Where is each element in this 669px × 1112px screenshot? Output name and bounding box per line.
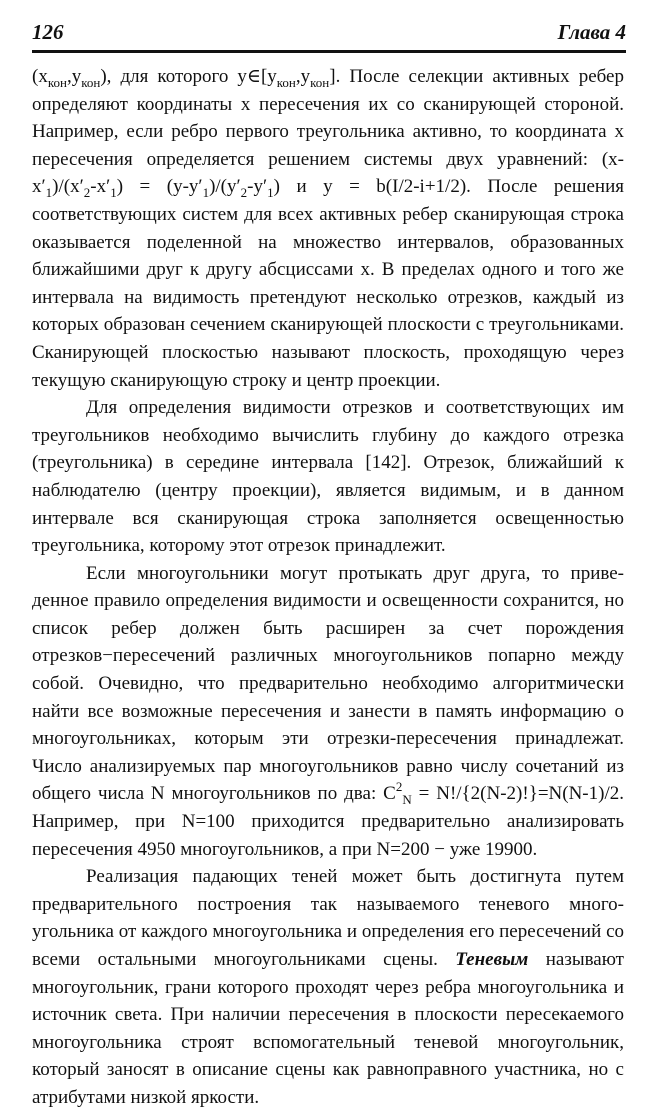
text-run: ,y	[66, 66, 82, 87]
subscript: 2	[83, 185, 91, 201]
subscript: 1	[110, 185, 117, 201]
header-rule	[32, 50, 626, 53]
text-run: ]. После селекции активных ребер определяют координаты x пересечения их со сканирующей стороной. Например, если ребро первого треугольника активно, то координата x пересечения определяется решением системы двух уравнений: (x-x′	[32, 66, 624, 198]
subscript: кон	[47, 75, 67, 90]
subscript: кон	[276, 75, 296, 90]
subscript: 1	[45, 185, 53, 201]
subscript: 1	[267, 185, 274, 201]
paragraph-3	[32, 560, 624, 864]
text-run: )/(x′	[52, 176, 84, 198]
text-run: Реализация падающих теней может быть достигнута путем предварительного построения так называемого теневого многоугольника от каждого многоугольника и определения его пересечений со всеми остальными многоугольниками сцены.	[32, 866, 624, 970]
subscript: 2	[240, 185, 248, 201]
subscript: 1	[202, 185, 210, 201]
running-header	[32, 18, 626, 48]
text-run: ,y	[295, 66, 311, 87]
subscript: кон	[81, 75, 101, 90]
page-number: 126	[32, 20, 64, 44]
text-run: = N!/{2(N-2)!}=N(N-1)/2. Например, при N=100 приходится предварительно анализировать пересечения 4950 многоугольников, а при N=200 − уже 19900.	[32, 783, 624, 860]
paragraph-2: Для определения видимости отрезков и соответствующих им треугольников необходимо вычислить глубину до каждого отрезка (треугольника) в середине интервала [142]. Отрезок, ближайший к наблюдателю (центру проекции), является видимым, и в данном интервале вся сканирующая строка заполняется освещенностью треугольника, которому этот отрезок принадлежит.	[32, 397, 624, 557]
text-run: ), для которого y∈[y	[100, 66, 277, 87]
chapter-label: Глава 4	[557, 20, 626, 44]
body-text	[32, 63, 624, 1112]
text-run: )/(y′	[209, 176, 241, 198]
superscript: 2	[395, 779, 403, 795]
text-run: ) = (y-y′	[116, 176, 203, 198]
text-run: (x	[32, 66, 48, 87]
paragraph-1	[32, 63, 624, 394]
paragraph-4	[32, 863, 624, 1111]
text-run: -x′	[90, 176, 111, 198]
text-run: называют многоугольник, грани которого проходят через ребра многоугольника и источник света. При наличии пересечения в плоскости пересекаемого многоугольника строят вспомогательный теневой многоугольник, который заносят в описание сцены как равноправного участника, но с атрибутами низкой яркости.	[32, 949, 624, 1108]
subscript: N	[402, 792, 412, 808]
subscript: кон	[310, 75, 330, 90]
text-run: Если многоугольники могут протыкать друг друга, то приведенное правило определения видимости и освещенности сохранится, но список ребер должен быть расширен за счет порождения отрезков−пересечений различных многоугольников попарно между собой. Очевидно, что предварительно необходимо алгоритмически найти все возможные пересечения и занести в память информацию о многоугольниках, которым эти отрезки-пересечения принадлежат. Число анализируемых пар многоугольников равно числу сочетаний из общего числа N многоугольников по два: C	[32, 562, 624, 805]
text-run: ) и y = b(I/2-i+1/2). После решения соответствующих систем для всех активных ребер сканирующая строка оказывается поделенной на множество интервалов, образованных ближайшими друг к другу абсциссами x. В пределах одного и того же интервала на видимость претендуют несколько отрезков, каждый из которых образован сечением сканирующей плоскости с треугольниками. Сканирующей плоскостью называют плоскость, проходящую через текущую сканирующую строку и центр проекции.	[32, 176, 624, 391]
emphasized-term: Теневым	[455, 949, 529, 970]
text-run: -y′	[247, 176, 268, 198]
